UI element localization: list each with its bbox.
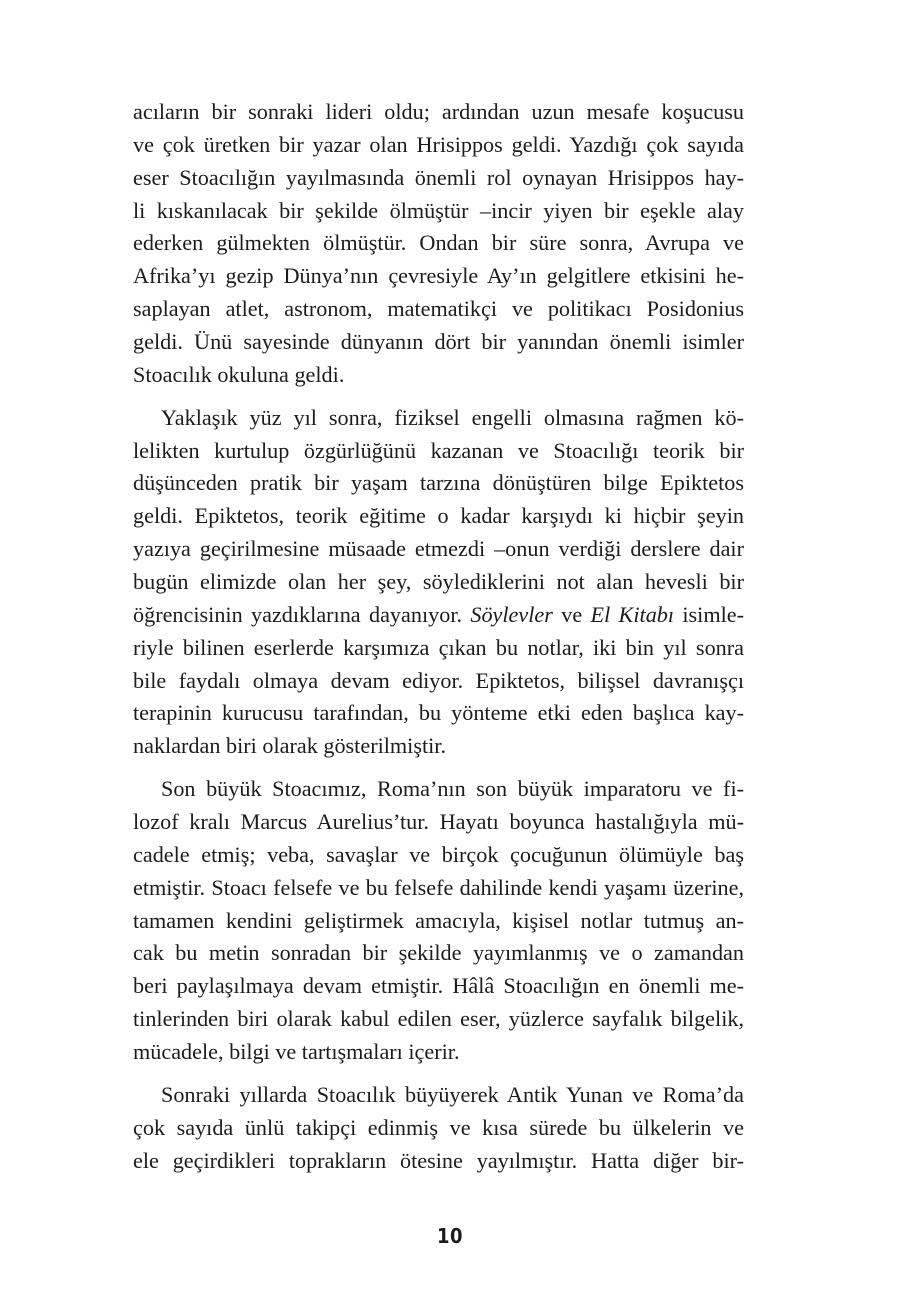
text-line: riyle bilinen eserlerde karşımıza çıkan bu notlar, iki bin yıl sonra [133,634,744,660]
text-line: eser Stoacılığın yayılmasında önemli rol oynayan Hrisippos hay- [133,164,744,190]
text-segment: ve [552,601,591,627]
text-line: li kıskanılacak bir şekilde ölmüştür –incir yiyen bir eşekle alay [133,197,744,223]
text-line: geldi. Epiktetos, teorik eğitime o kadar karşıydı ki hiçbir şeyin [133,503,744,529]
text-line: düşünceden pratik bir yaşam tarzına dönüştüren bilge Epiktetos [133,470,744,496]
text-line: bugün elimizde olan her şey, söylediklerini not alan hevesli bir [133,569,744,594]
text-line: lelikten kurtulup özgürlüğünü kazanan ve Stoacılığı teorik bir [133,437,744,463]
paragraph-2 [133,402,744,763]
text-line: mücadele, bilgi ve tartışmaları içerir. [133,1039,460,1064]
text-line: tamamen kendini geliştirmek amacıyla, kişisel notlar tutmuş an- [133,907,744,933]
text-line: Stoacılık okuluna geldi. [133,361,345,387]
text-line: etmiştir. Stoacı felsefe ve bu felsefe dahilinde kendi yaşamı üzerine, [133,874,744,900]
paragraph-1 [133,96,744,392]
text-line-with-titles [133,599,744,632]
text-line: acıların bir sonraki lideri oldu; ardından uzun mesafe koşucusu [133,99,744,124]
book-title-el-kitabi: El Kitabı [590,601,675,627]
text-line: cadele etmiş; veba, savaşlar ve birçok çocuğunun ölümüyle baş [133,841,744,867]
text-line: saplayan atlet, astronom, matematikçi ve politikacı Posidonius [133,296,744,322]
text-line: tinlerinden biri olarak kabul edilen eser, yüzlerce sayfalık bilgelik, [133,1006,744,1032]
text-line: geldi. Ünü sayesinde dünyanın dört bir yanından önemli isimler [133,328,744,354]
page-number: 10 [436,1224,464,1248]
body-text [133,96,744,1178]
text-segment: isimle- [674,601,744,627]
text-line: çok sayıda ünlü takipçi edinmiş ve kısa sürede bu ülkelerin ve [133,1114,744,1140]
text-line: Afrika’yı gezip Dünya’nın çevresiyle Ay’ın gelgitlere etkisini he- [133,263,744,289]
text-line: cak bu metin sonradan bir şekilde yayımlanmış ve o zamandan [133,940,744,966]
text-line: ele geçirdikleri toprakların ötesine yayılmıştır. Hatta diğer bir- [133,1147,744,1173]
text-line: terapinin kurucusu tarafından, bu yönteme etki eden başlıca kay- [133,700,744,726]
text-line: Son büyük Stoacımız, Roma’nın son büyük imparatoru ve fi- [161,776,744,802]
text-line: beri paylaşılmaya devam etmiştir. Hâlâ Stoacılığın en önemli me- [133,973,744,999]
paragraph-4 [133,1079,744,1178]
paragraph-3 [133,773,744,1069]
text-segment: öğrencisinin yazdıklarına dayanıyor. [133,601,471,627]
text-line: naklardan biri olarak gösterilmiştir. [133,733,447,759]
book-title-soylevler: Söylevler [470,601,553,627]
text-line: lozof kralı Marcus Aurelius’tur. Hayatı boyunca hastalığıyla mü- [133,809,744,835]
text-line: ederken gülmekten ölmüştür. Ondan bir süre sonra, Avrupa ve [133,230,744,256]
text-line: bile faydalı olmaya devam ediyor. Epiktetos, bilişsel davranışçı [133,667,744,693]
text-line: yazıya geçirilmesine müsaade etmezdi –onun verdiği derslere dair [133,536,744,562]
text-line: Sonraki yıllarda Stoacılık büyüyerek Antik Yunan ve Roma’da [161,1082,744,1108]
text-line: Yaklaşık yüz yıl sonra, fiziksel engelli olmasına rağmen kö- [161,404,744,430]
text-line: ve çok üretken bir yazar olan Hrisippos geldi. Yazdığı çok sayıda [133,131,744,157]
